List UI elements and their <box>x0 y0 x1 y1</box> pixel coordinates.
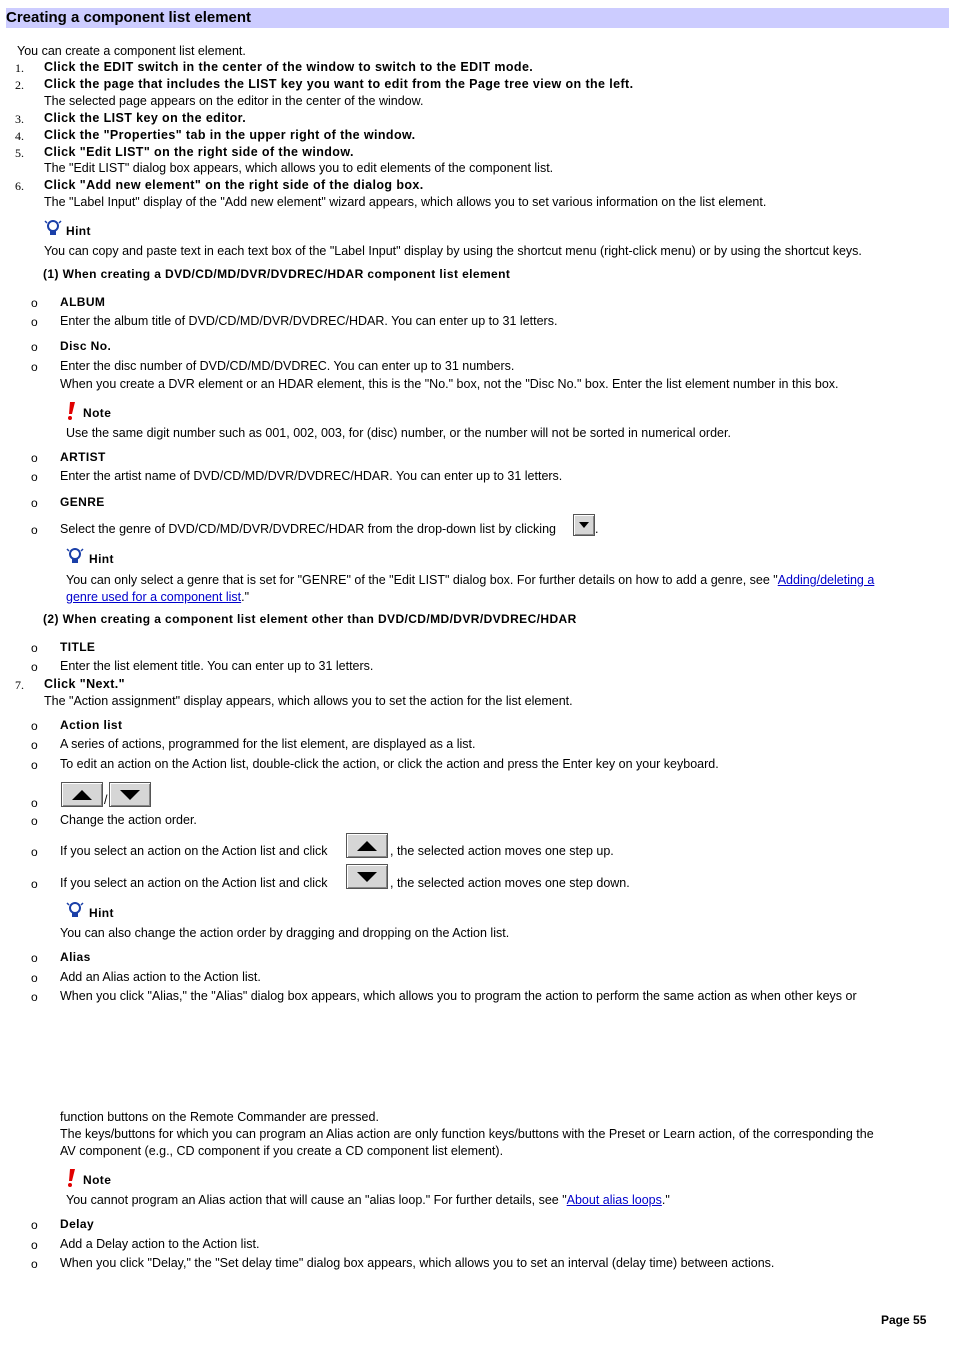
bullet: o <box>31 990 38 1004</box>
bullet: o <box>31 641 38 655</box>
hint-text-pre: You can only select a genre that is set for "GENRE" of the "Edit LIST" dialog box. For further details on how to add a genre, see " <box>66 573 778 587</box>
bullet: o <box>31 1218 38 1232</box>
item-heading: Disc No. <box>60 339 112 353</box>
item-text: Enter the list element title. You can enter up to 31 letters. <box>60 659 374 673</box>
dropdown-button[interactable] <box>573 514 595 536</box>
chevron-down-icon <box>579 522 589 528</box>
item-text: If you select an action on the Action list and click <box>60 876 328 890</box>
bullet: o <box>31 296 38 310</box>
item-text: When you click "Alias," the "Alias" dialog box appears, which allows you to program the action to perform the same action as when other keys or <box>60 989 857 1003</box>
item-heading: TITLE <box>60 640 96 654</box>
note-label: Note <box>83 406 112 420</box>
step-number: 3. <box>15 112 24 126</box>
hint-text <box>66 573 874 587</box>
step-text: Click the EDIT switch in the center of the window to switch to the EDIT mode. <box>44 60 534 74</box>
step-text: Click "Next." <box>44 677 125 691</box>
exclamation-icon <box>66 1169 76 1187</box>
bullet: o <box>31 796 38 810</box>
bullet: o <box>31 1257 38 1271</box>
section-heading: (2) When creating a component list element other than DVD/CD/MD/DVR/DVDREC/HDAR <box>43 612 577 626</box>
arrow-up-icon <box>357 841 377 851</box>
bullet: o <box>31 496 38 510</box>
note-text: Use the same digit number such as 001, 002, 003, for (disc) number, or the number will not be sorted in numerical order. <box>66 426 731 440</box>
bullet: o <box>31 758 38 772</box>
arrow-down-icon <box>120 790 140 800</box>
item-text: function buttons on the Remote Commander are pressed. <box>60 1110 379 1124</box>
step-subtext: The "Action assignment" display appears, which allows you to set the action for the list element. <box>44 694 573 708</box>
step-number: 4. <box>15 129 24 143</box>
bullet: o <box>31 719 38 733</box>
item-text: When you click "Delay," the "Set delay time" dialog box appears, which allows you to set an interval (delay time) between actions. <box>60 1256 775 1270</box>
item-text: Enter the album title of DVD/CD/MD/DVR/DVDREC/HDAR. You can enter up to 31 letters. <box>60 314 558 328</box>
bullet: o <box>31 660 38 674</box>
hint-text-line2 <box>66 590 249 604</box>
section-heading: (1) When creating a DVD/CD/MD/DVR/DVDREC/HDAR component list element <box>43 267 511 281</box>
step-text: Click the LIST key on the editor. <box>44 111 247 125</box>
lightbulb-icon <box>66 901 84 919</box>
bullet: o <box>31 451 38 465</box>
item-text: Add an Alias action to the Action list. <box>60 970 261 984</box>
step-number: 6. <box>15 179 24 193</box>
step-number: 7. <box>15 678 24 692</box>
hint-text-post: ." <box>241 590 250 604</box>
bullet: o <box>31 315 38 329</box>
item-text: Select the genre of DVD/CD/MD/DVR/DVDREC/HDAR from the drop-down list by clicking <box>60 522 556 536</box>
bullet: o <box>31 814 38 828</box>
item-text: To edit an action on the Action list, double-click the action, or click the action and press the Enter key on your keyboard. <box>60 757 719 771</box>
item-text: Enter the artist name of DVD/CD/MD/DVR/DVDREC/HDAR. You can enter up to 31 letters. <box>60 469 563 483</box>
item-text: A series of actions, programmed for the list element, are displayed as a list. <box>60 737 476 751</box>
move-up-button[interactable] <box>346 833 388 858</box>
bullet: o <box>31 738 38 752</box>
item-text: When you create a DVR element or an HDAR element, this is the "No." box, not the "Disc No." box. Enter the list element number in this box. <box>60 377 839 391</box>
item-text: If you select an action on the Action list and click <box>60 844 328 858</box>
intro-text: You can create a component list element. <box>17 44 246 58</box>
move-up-button[interactable] <box>61 782 103 807</box>
arrow-up-icon <box>72 790 92 800</box>
bullet: o <box>31 360 38 374</box>
step-text: Click "Add new element" on the right side of the dialog box. <box>44 178 424 192</box>
bullet: o <box>31 470 38 484</box>
hint-text: You can copy and paste text in each text box of the "Label Input" display by using the shortcut menu (right-click menu) or by using the shortcut keys. <box>44 244 862 258</box>
step-subtext: The selected page appears on the editor in the center of the window. <box>44 94 424 108</box>
hint-label: Hint <box>89 552 114 566</box>
bullet: o <box>31 845 38 859</box>
step-subtext: The "Label Input" display of the "Add new element" wizard appears, which allows you to set various information on the list element. <box>44 195 767 209</box>
lightbulb-icon <box>66 547 84 565</box>
item-text: Add a Delay action to the Action list. <box>60 1237 260 1251</box>
item-text-end: . <box>595 522 599 536</box>
item-text: , the selected action moves one step down. <box>390 876 630 890</box>
page-title: Creating a component list element <box>6 9 252 26</box>
link-adding-deleting-genre[interactable]: Adding/deleting a <box>777 573 875 587</box>
link-adding-deleting-genre-cont[interactable]: genre used for a component list <box>66 590 242 604</box>
note-text-post: ." <box>661 1193 670 1207</box>
exclamation-icon <box>66 402 76 420</box>
item-text: , the selected action moves one step up. <box>390 844 614 858</box>
bullet: o <box>31 1238 38 1252</box>
step-text: Click the "Properties" tab in the upper right of the window. <box>44 128 416 142</box>
step-number: 1. <box>15 61 24 75</box>
item-heading: ARTIST <box>60 450 106 464</box>
move-down-button[interactable] <box>346 864 388 889</box>
note-text <box>66 1193 670 1207</box>
item-text: The keys/buttons for which you can program an Alias action are only function keys/buttons with the Preset or Learn action, of the corresponding the <box>60 1127 874 1141</box>
item-text: AV component (e.g., CD component if you create a CD component list element). <box>60 1144 504 1158</box>
hint-text: You can also change the action order by dragging and dropping on the Action list. <box>60 926 510 940</box>
note-label: Note <box>83 1173 112 1187</box>
link-about-alias-loops[interactable]: About alias loops <box>566 1193 662 1207</box>
item-heading: Alias <box>60 950 91 964</box>
page-number: Page 55 <box>881 1313 927 1327</box>
hint-label: Hint <box>89 906 114 920</box>
step-number: 5. <box>15 146 24 160</box>
step-text: Click "Edit LIST" on the right side of the window. <box>44 145 354 159</box>
lightbulb-icon <box>44 219 62 237</box>
item-heading: ALBUM <box>60 295 106 309</box>
arrow-down-icon <box>357 872 377 882</box>
item-text: Change the action order. <box>60 813 197 827</box>
item-text: Enter the disc number of DVD/CD/MD/DVDREC. You can enter up to 31 numbers. <box>60 359 515 373</box>
step-subtext: The "Edit LIST" dialog box appears, which allows you to edit elements of the component list. <box>44 161 554 175</box>
bullet: o <box>31 523 38 537</box>
move-down-button[interactable] <box>109 782 151 807</box>
bullet: o <box>31 951 38 965</box>
note-text-pre: You cannot program an Alias action that will cause an "alias loop." For further details, see " <box>66 1193 567 1207</box>
item-heading: Delay <box>60 1217 95 1231</box>
slash-separator: / <box>104 793 108 807</box>
item-heading: Action list <box>60 718 123 732</box>
bullet: o <box>31 877 38 891</box>
item-heading: GENRE <box>60 495 105 509</box>
bullet: o <box>31 340 38 354</box>
hint-label: Hint <box>66 224 91 238</box>
step-number: 2. <box>15 78 24 92</box>
bullet: o <box>31 971 38 985</box>
step-text: Click the page that includes the LIST key you want to edit from the Page tree view on the left. <box>44 77 634 91</box>
